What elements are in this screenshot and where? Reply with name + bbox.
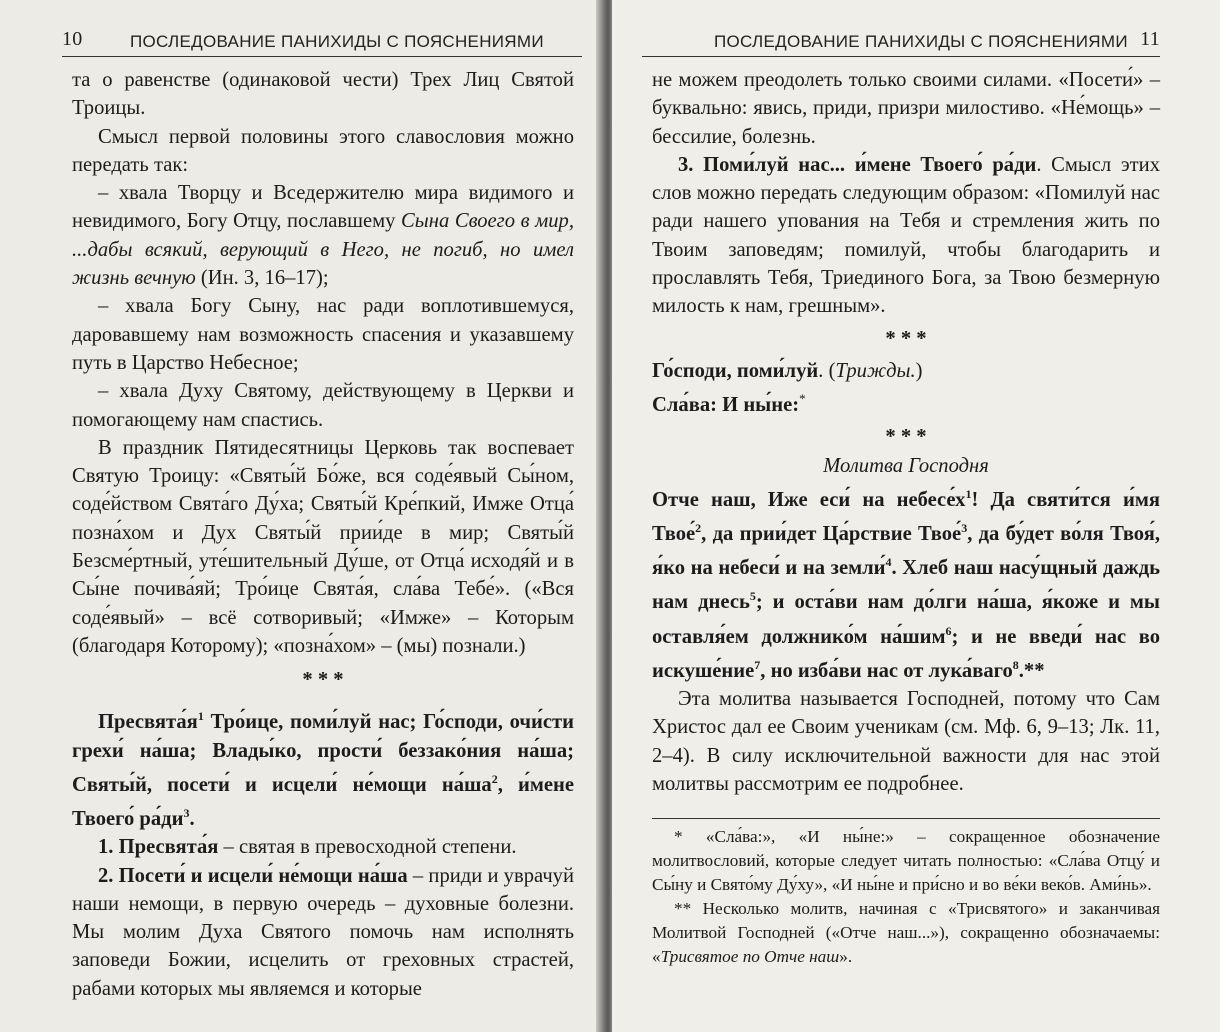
- footnote-ref: *: [799, 391, 806, 407]
- text-run: – приди и уврачуй наши немощи, в первую очередь – духовные болезни. Мы молим Духа Святого помочь нам исполнять заповеди Божии, исцелить от греховных страстей, рабами которых мы являемся и которые: [72, 864, 574, 1000]
- paragraph: В праздник Пятидесятницы Церковь так воспевает Святую Троицу: «Святы́й Бо́же, вся соде́явый Сы́ном, соде́йством Свята́го Ду́ха; Святы́й Кре́пкий, Имже Отца́ позна́хом и Дух Святы́й прии́де в мир; Святы́й Безсме́ртный, уте́шительный Ду́ше, от Отца́ исходя́й и в Сы́не почива́яй; Тро́ице Свята́я, сла́ва Тебе́». («Вся соде́явый» – всё сотворивый; «Имже» – Которым (благодаря Которому); «позна́хом» – (мы) познали.): [72, 436, 574, 657]
- text-run: Трисвятое по Отче наш: [660, 947, 840, 966]
- footnotes: [652, 818, 1160, 969]
- left-running-head: [62, 30, 582, 57]
- scripture-quote: Сына Своего в мир, ...дабы всякий, верующий в Него, не погиб, но имел жизнь вечную: [72, 210, 574, 290]
- rubric-instruction: Трижды.: [835, 359, 916, 382]
- text-run: Го́споди, поми́луй: [652, 359, 819, 382]
- lords-prayer: [652, 480, 1160, 685]
- text-run: ** Несколько молитв, начиная с «Трисвятого» и заканчивая Молитвой Господней («Отче наш...»), сокращенно обозначаемы: «: [652, 899, 1160, 966]
- text-run: Тро́ице, поми́луй нас; Го́споди, очи́сти грехи́ на́ша; Влады́ко, прости́ беззако́ния на́ша; Святы́й, посети́ и исцели́ не́мощи на́ша: [72, 711, 574, 796]
- footnote-ref: 1: [965, 487, 972, 502]
- text-run: – святая в превосходной степени.: [218, 836, 517, 859]
- text-run: . Хлеб наш насу́щный даждь нам днесь: [652, 557, 1160, 614]
- note-2: [72, 862, 574, 1003]
- paragraph: – хвала Богу Сыну, нас ради воплотившемуся, даровавшему нам возможность спасения и указавшему путь в Царство Небесное;: [72, 295, 574, 374]
- left-body-text: [72, 66, 574, 1003]
- right-page: [612, 0, 1220, 1032]
- right-page-number: 11: [1140, 28, 1160, 50]
- footnote-2: [652, 897, 1160, 969]
- prayer-title: Молитва Господня: [823, 454, 989, 477]
- text-run: ; и не введи́ нас во искуше́ние: [652, 625, 1160, 682]
- left-running-head-title: ПОСЛЕДОВАНИЕ ПАНИХИДЫ С ПОЯСНЕНИЯМИ: [130, 32, 544, 51]
- footnote-ref: 2: [695, 521, 702, 536]
- footnote-1: * «Сла́ва:», «И ны́не:» – сокращенное обозначение молитвословий, которые следует читать полностью: «Сла́ва Отцу́ и Сы́ну и Свято́му Ду́ху», «И ны́не и при́сно и во ве́ки веко́в. Ами́нь».: [652, 827, 1160, 894]
- text-run: (Ин. 3, 16–17);: [195, 267, 329, 290]
- right-body-text: [652, 66, 1160, 798]
- text-run: . Смысл этих слов можно передать следующим образом: «Помилуй нас ради нашего упования на Тебя и стремления жить по Твоим заповедям; помилуй, чтобы благодарить и прославлять Тебя, Триединого Бога, за Твою безмерную милость к нам, грешным».: [652, 153, 1161, 318]
- note-term: 3. Поми́луй нас... и́мене Твоего́ ра́ди: [678, 153, 1037, 176]
- paragraph: Смысл первой половины этого славословия можно передать так:: [72, 125, 574, 176]
- footnote-ref: 4: [885, 555, 892, 570]
- footnote-ref: 5: [749, 589, 756, 604]
- paragraph: не можем преодолеть только своими силами. «Посети́» – буквально: явись, приди, призри милостиво. «Не́мощь» – бессилие, болезнь.: [652, 69, 1160, 148]
- footnote-ref: 3: [961, 521, 968, 536]
- rubric-slava: [652, 385, 1160, 419]
- section-divider: * * *: [302, 669, 344, 692]
- text-run: , и́мене Твоего́ ра́ди: [72, 773, 574, 830]
- note-3: [652, 151, 1160, 321]
- text-run: ! Да святи́тся и́мя Твое́: [652, 488, 1160, 546]
- text-run: .**: [1018, 659, 1045, 682]
- footnote-ref: 6: [945, 623, 952, 638]
- note-1: [72, 833, 574, 861]
- text-run: Сла́ва: И ны́не:: [652, 394, 800, 417]
- rubric-gospodi: [652, 357, 1160, 385]
- text-run: – хвала Творцу и Вседержителю мира видимого и невидимого, Богу Отцу, пославшему: [72, 182, 574, 233]
- footnote-ref: 1: [197, 709, 204, 724]
- text-run: ; и оста́ви нам до́лги на́ша, я́коже и мы оставля́ем должнико́м на́шим: [652, 591, 1160, 648]
- note-term: 1. Пресвята́я: [98, 836, 219, 859]
- note-term: 2. Посети́ и исцели́ не́мощи на́ша: [98, 864, 408, 887]
- text-run: Отче наш, Иже еси́ на небесе́х: [652, 488, 966, 511]
- section-divider: * * *: [885, 426, 927, 449]
- text-run: Пресвята́я: [98, 711, 198, 734]
- text-run: . (: [818, 359, 836, 382]
- right-running-head-title: ПОСЛЕДОВАНИЕ ПАНИХИДЫ С ПОЯСНЕНИЯМИ: [714, 32, 1128, 51]
- footnote-ref: 7: [754, 657, 761, 672]
- left-page: [0, 0, 600, 1032]
- paragraph: та о равенстве (одинаковой чести) Трех Лиц Святой Троицы.: [72, 69, 574, 120]
- right-running-head: [642, 30, 1160, 57]
- footnote-ref: 8: [1012, 657, 1019, 672]
- text-run: , но изба́ви нас от лука́ваго: [760, 659, 1013, 682]
- text-run: ».: [839, 947, 853, 966]
- text-run: ): [915, 359, 923, 382]
- paragraph: Эта молитва называется Господней, потому что Сам Христос дал ее Своим ученикам (см. Мф. 6, 9–13; Лк. 11, 2–4). В силу исключительной важности для нас этой молитвы рассмотрим ее подробнее.: [652, 687, 1160, 795]
- paragraph: [72, 179, 574, 292]
- footnote-ref: 3: [183, 806, 190, 821]
- left-page-number: 10: [62, 28, 83, 50]
- prayer-text: [72, 703, 574, 834]
- section-divider: * * *: [885, 327, 927, 350]
- text-run: , да бу́дет во́ля Твоя́, я́ко на небеси́ и на земли́: [652, 523, 1160, 580]
- footnote-ref: 2: [491, 771, 498, 786]
- text-run: , да прии́дет Ца́рствие Твое́: [701, 523, 962, 546]
- paragraph: – хвала Духу Святому, действующему в Церкви и помогающему нам спастись.: [72, 380, 574, 431]
- text-run: .: [189, 808, 195, 830]
